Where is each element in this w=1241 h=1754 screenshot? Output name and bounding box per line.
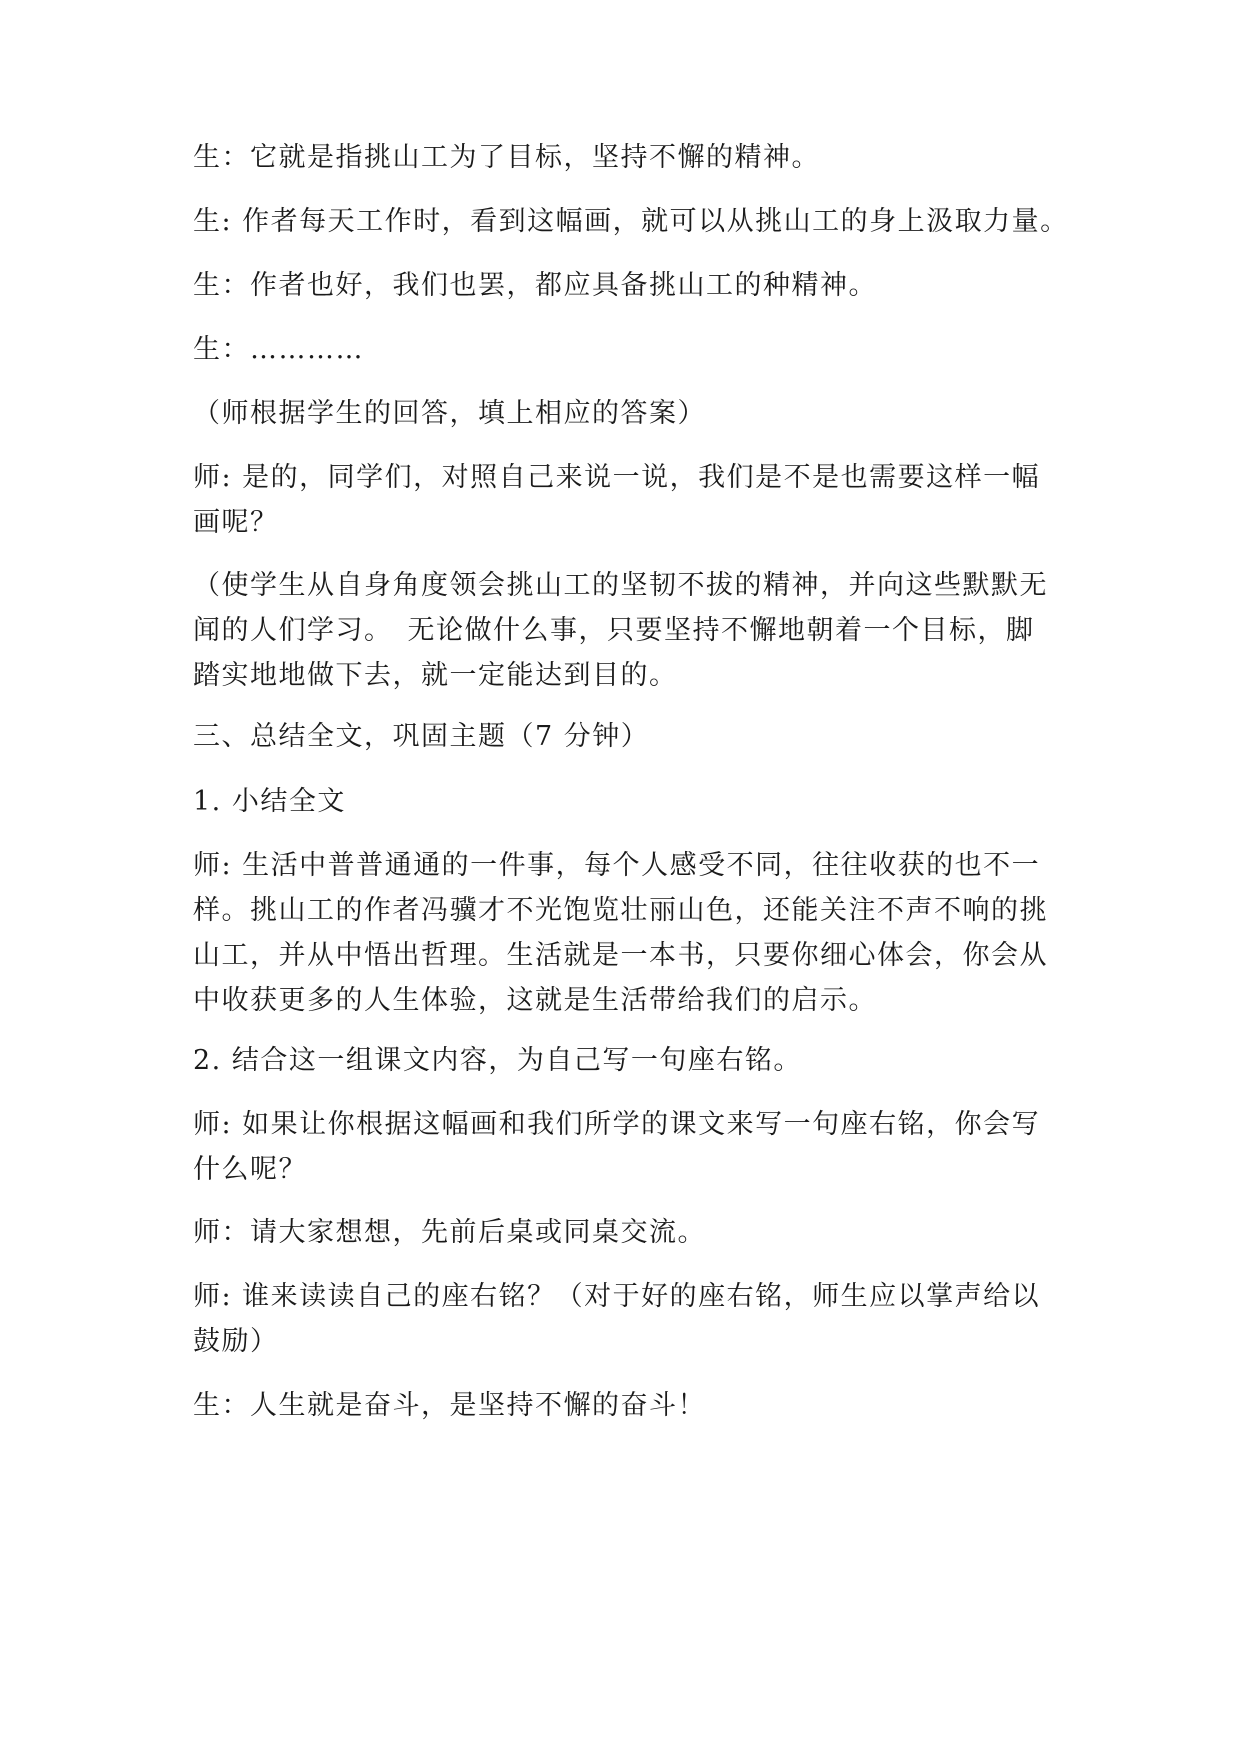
text-line: 闻的人们学习。 无论做什么事，只要坚持不懈地朝着一个目标，脚 [193,615,1035,646]
text-line: （使学生从自身角度领会挑山工的坚韧不拔的精神，并向这些默默无 [193,570,1048,601]
subheading-1 [193,779,1063,824]
text-line: 样。挑山工的作者冯骥才不光饱览壮丽山色，还能关注不声不响的挑 [193,895,1048,926]
paragraph-11 [193,1274,1063,1364]
paragraph-3 [193,263,1063,308]
text-line: 1. 小结全文 [193,786,346,817]
paragraph-5 [193,391,1063,436]
text-line: 生：它就是指挑山工为了目标，坚持不懈的精神。 [193,142,820,173]
paragraph-2 [193,199,1069,244]
text-line: 什么呢？ [193,1154,307,1185]
section-heading [193,714,1063,759]
text-line: 中收获更多的人生体验，这就是生活带给我们的启示。 [193,985,877,1016]
text-line: 生：人生就是奋斗，是坚持不懈的奋斗！ [193,1390,706,1421]
text-line: 山工，并从中悟出哲理。生活就是一本书，只要你细心体会，你会从 [193,940,1048,971]
text-line: 师: 是的，同学们，对照自己来说一说，我们是不是也需要这样一幅 [193,462,1041,493]
paragraph-12 [193,1383,1063,1428]
text-line: 踏实地地做下去，就一定能达到目的。 [193,660,678,691]
text-line: （师根据学生的回答，填上相应的答案） [193,398,706,429]
text-line: 生: 作者每天工作时，看到这幅画，就可以从挑山工的身上汲取力量。 [193,206,1069,237]
text-line: 生：………… [193,334,364,365]
text-line: 鼓励） [193,1326,279,1357]
text-line: 2. 结合这一组课文内容，为自己写一句座右铭。 [193,1045,802,1076]
paragraph-8 [193,843,1063,1023]
paragraph-6 [193,455,1063,545]
subheading-2 [193,1038,1063,1083]
text-line: 师: 如果让你根据这幅画和我们所学的课文来写一句座右铭，你会写 [193,1109,1041,1140]
text-line: 生：作者也好，我们也罢，都应具备挑山工的种精神。 [193,270,877,301]
paragraph-7 [193,563,1063,698]
text-line: 画呢？ [193,507,279,538]
paragraph-1 [193,135,1063,180]
text-line: 师：请大家想想，先前后桌或同桌交流。 [193,1217,706,1248]
paragraph-10 [193,1210,1063,1255]
paragraph-4 [193,327,1063,372]
text-line: 三、总结全文，巩固主题（7 分钟） [193,721,650,752]
paragraph-9 [193,1102,1063,1192]
text-line: 师: 生活中普普通通的一件事，每个人感受不同，往往收获的也不一 [193,850,1041,881]
text-line: 师: 谁来读读自己的座右铭？（对于好的座右铭，师生应以掌声给以 [193,1281,1041,1312]
